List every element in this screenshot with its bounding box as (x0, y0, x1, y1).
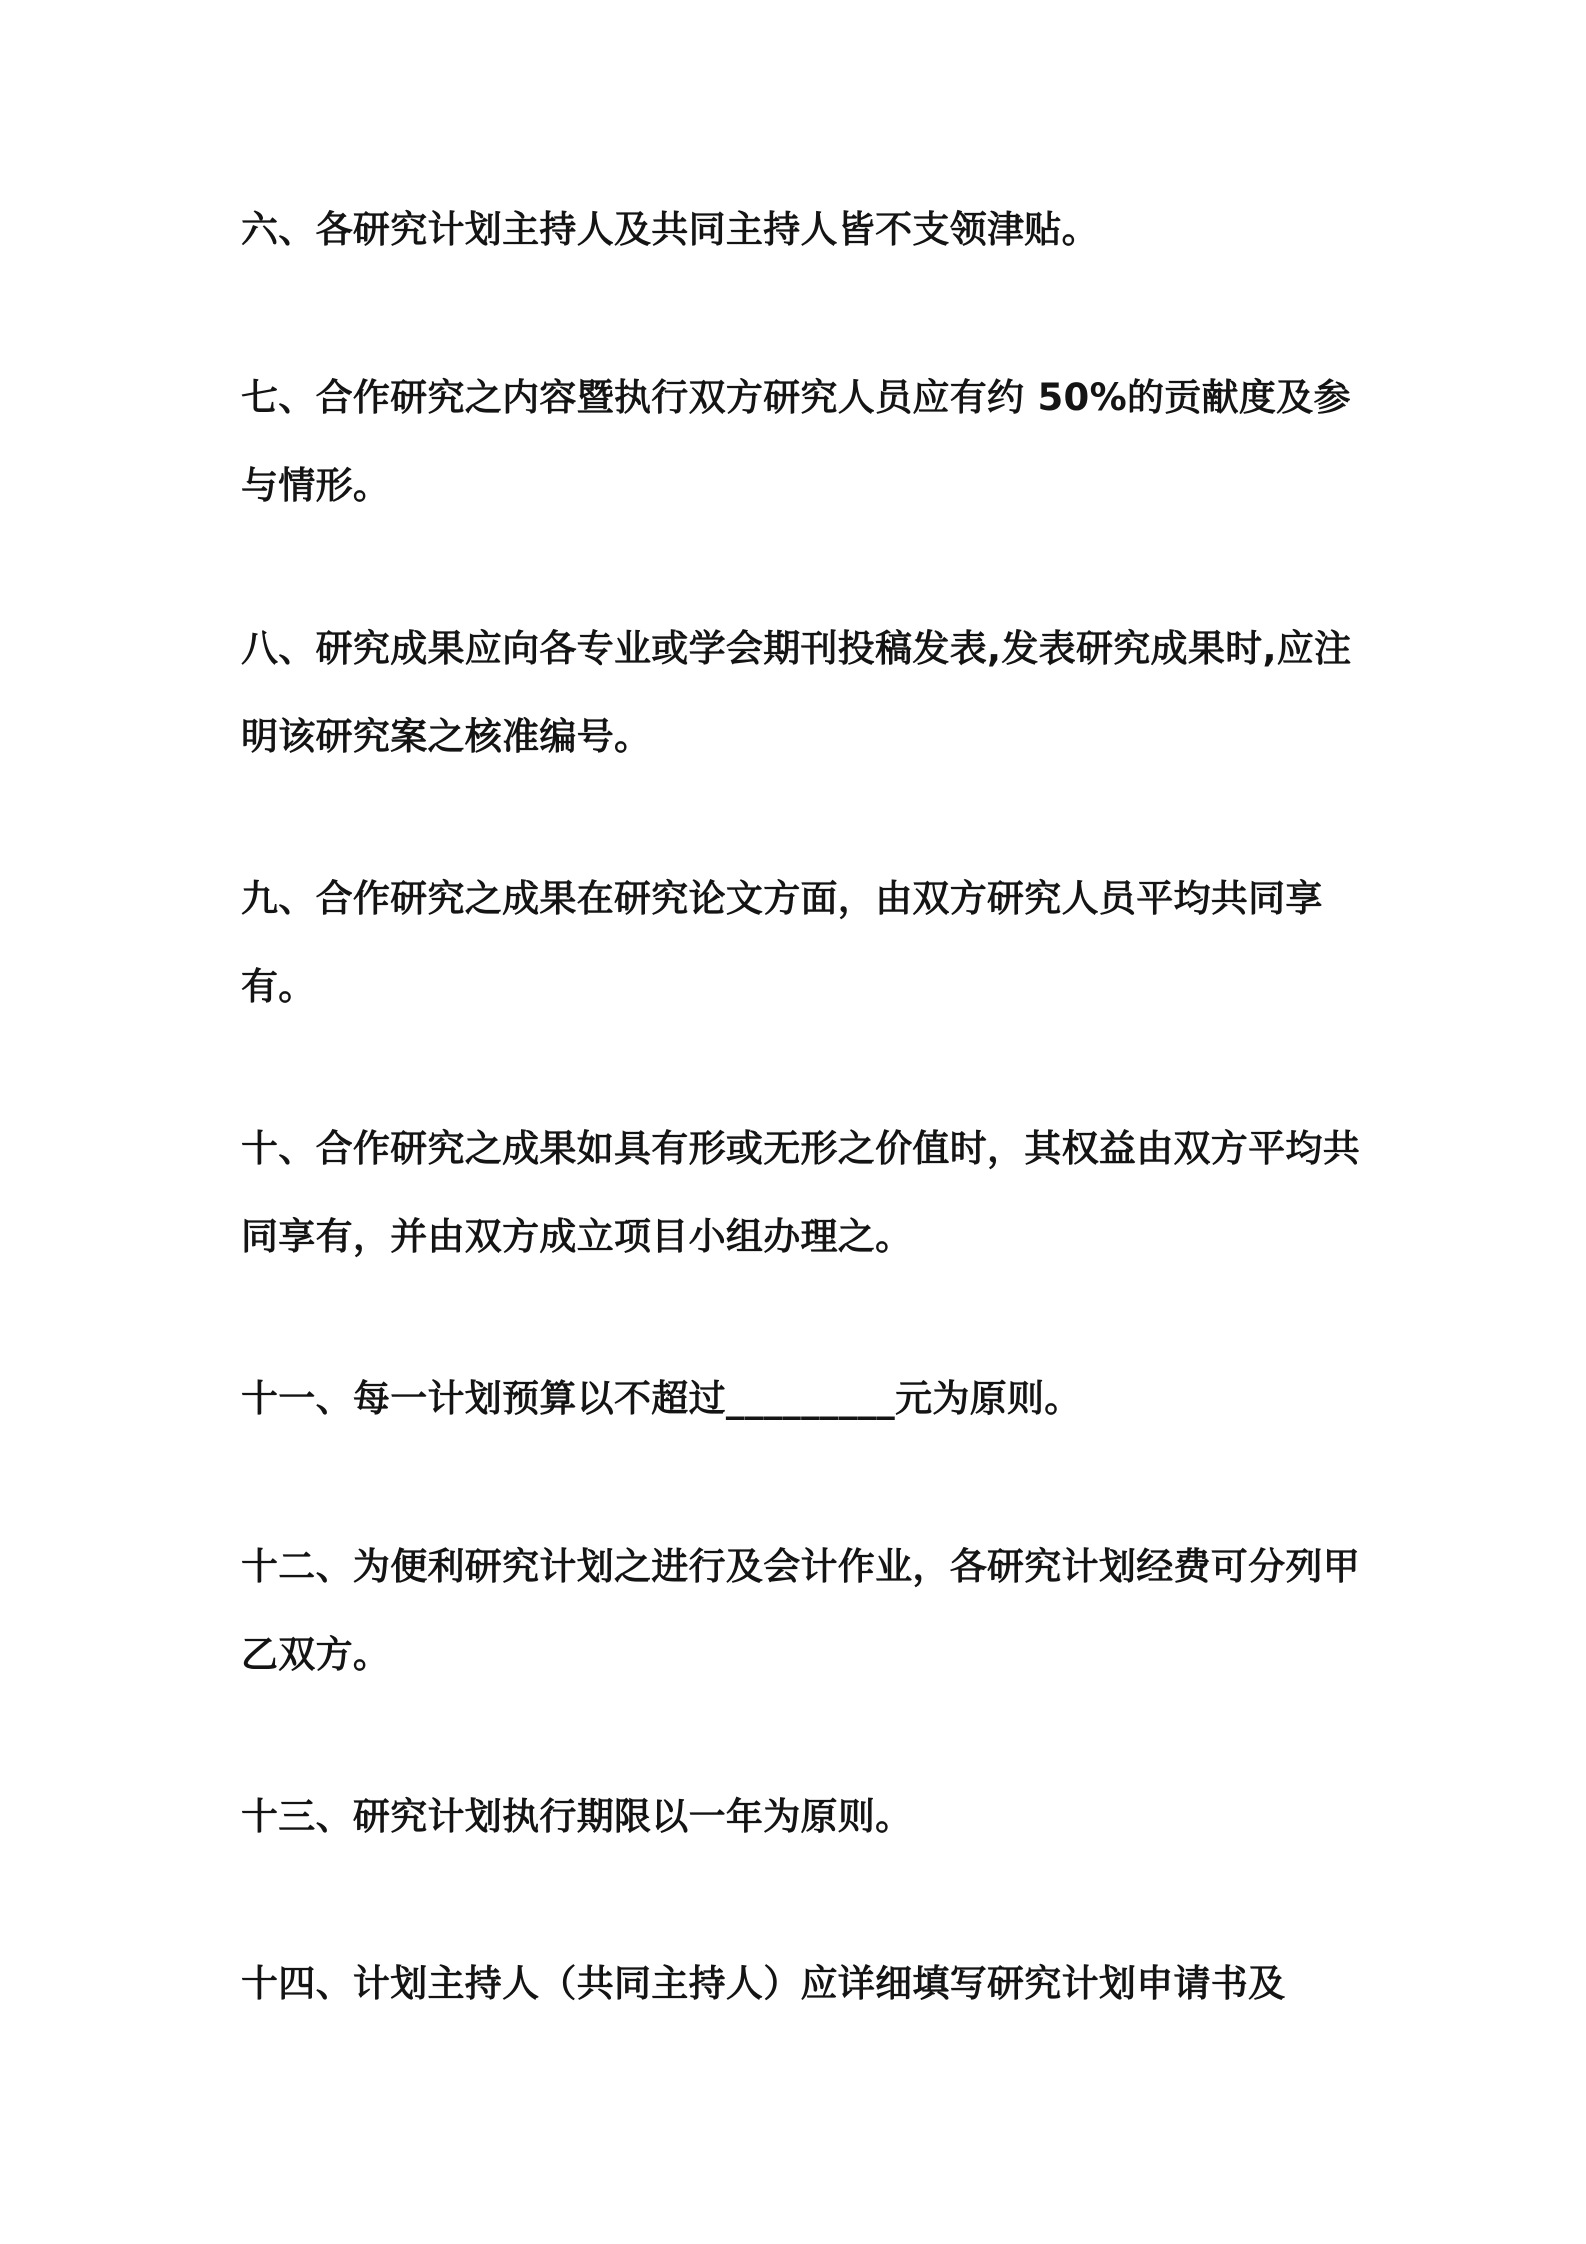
clause-11: 十一、每一计划预算以不超过_________元为原则。 (241, 1377, 1082, 1420)
clause-8: 八、研究成果应向各专业或学会期刊投稿发表,发表研究成果时,应注明该研究案之核准编号。 (241, 627, 1352, 758)
clause-12: 十二、为便利研究计划之进行及会计作业，各研究计划经费可分列甲乙双方。 (241, 1545, 1360, 1676)
clause-6: 六、各研究计划主持人及共同主持人皆不支领津贴。 (241, 208, 1099, 251)
clause-7: 七、合作研究之内容暨执行双方研究人员应有约 50%的贡献度及参与情形。 (241, 376, 1351, 507)
clause-13: 十三、研究计划执行期限以一年为原则。 (241, 1795, 913, 1838)
clause-10: 十、合作研究之成果如具有形或无形之价值时，其权益由双方平均共同享有，并由双方成立项目小组办理之。 (241, 1127, 1360, 1258)
clause-14: 十四、计划主持人（共同主持人）应详细填写研究计划申请书及 (241, 1962, 1286, 2005)
clause-9: 九、合作研究之成果在研究论文方面，由双方研究人员平均共同享有。 (241, 877, 1323, 1008)
